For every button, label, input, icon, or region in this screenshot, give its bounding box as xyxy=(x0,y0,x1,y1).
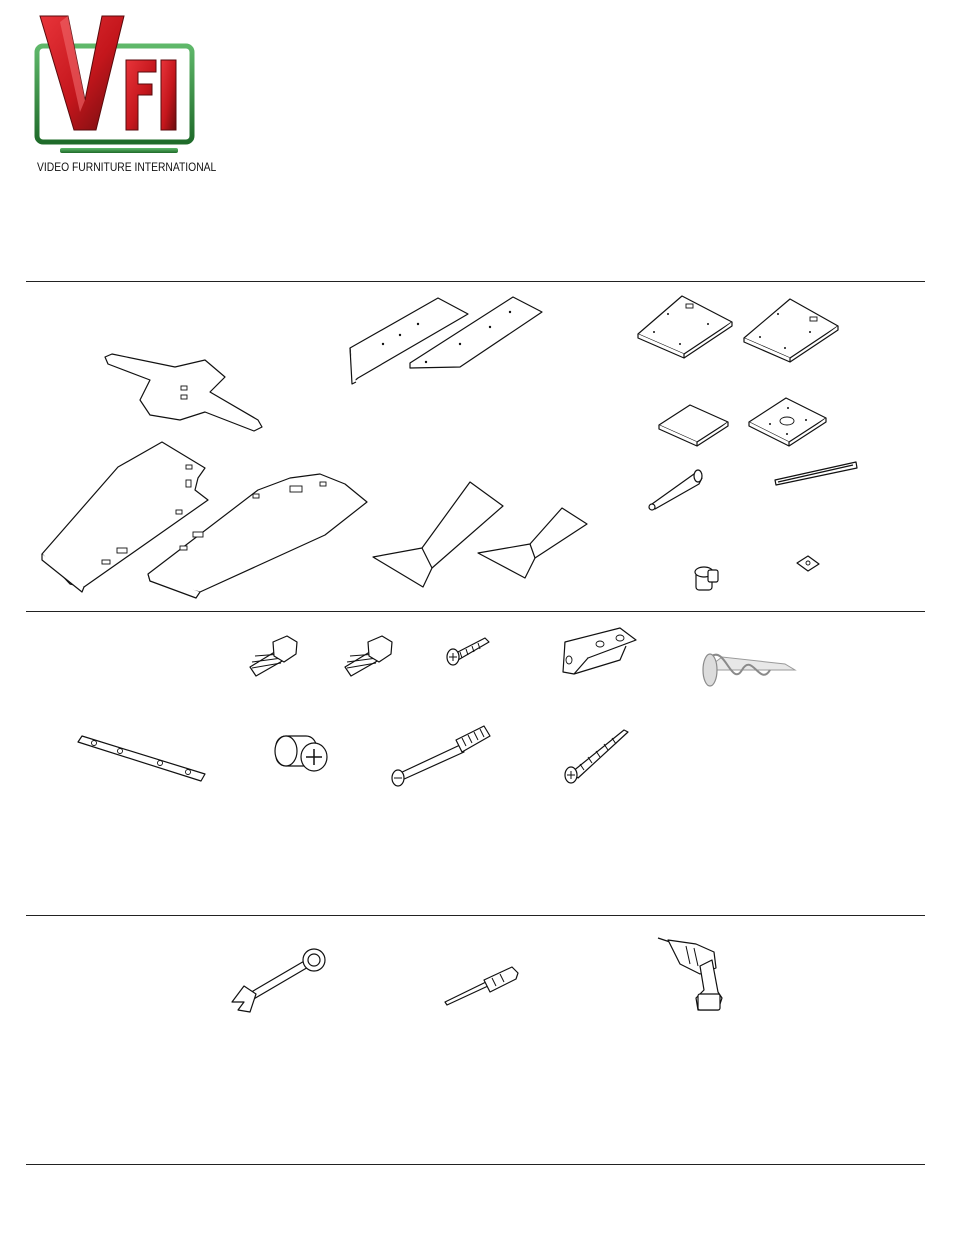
clip-icon xyxy=(797,556,819,571)
wood-screw-short-icon xyxy=(447,638,489,665)
parts-section xyxy=(0,282,954,610)
shelf-panel-left-icon xyxy=(373,482,503,587)
brand-tagline: VIDEO FURNITURE INTERNATIONAL xyxy=(37,160,217,174)
anchor-bolt-icon xyxy=(392,726,490,786)
tools-section xyxy=(0,916,954,1162)
hex-bolt-2-icon xyxy=(345,636,392,676)
channel-strip-icon xyxy=(775,462,857,485)
wood-screw-long-icon xyxy=(565,730,628,783)
cam-lock-icon xyxy=(275,736,327,771)
screwdriver-icon xyxy=(445,967,518,1005)
cam-bolt-icon xyxy=(695,567,718,590)
drill-icon xyxy=(658,938,722,1010)
small-plate-icon xyxy=(659,405,728,446)
shelf-panel-right-icon xyxy=(478,508,587,578)
angle-bracket-icon xyxy=(563,628,636,674)
vfi-logo xyxy=(30,12,200,182)
divider-4 xyxy=(26,1164,925,1165)
wrench-icon xyxy=(232,949,325,1012)
shelf-panel-b-icon xyxy=(744,299,838,362)
hardware-section xyxy=(0,612,954,914)
top-plate-icon xyxy=(105,354,262,431)
hex-bolt-1-icon xyxy=(250,636,297,676)
mounting-plate-icon xyxy=(749,398,826,446)
flat-plate-bracket-icon xyxy=(78,736,205,781)
wall-anchor-icon xyxy=(703,654,795,686)
leg-pin-icon xyxy=(649,470,702,510)
shelf-panel-a-icon xyxy=(638,296,732,358)
